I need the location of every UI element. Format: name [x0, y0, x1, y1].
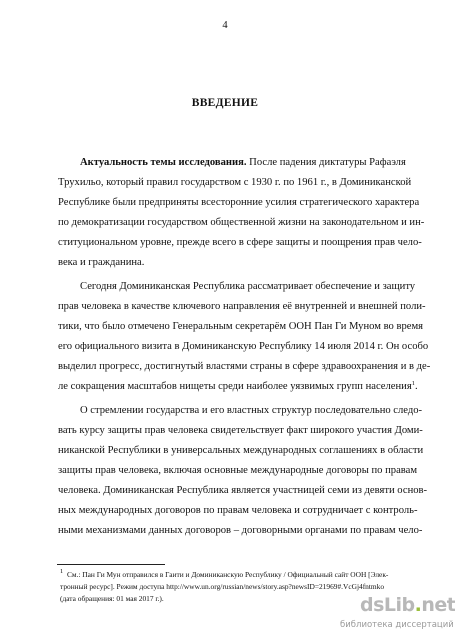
paragraph-3-line-3: никанской Республики в универсальных международных соглашениях в области — [58, 445, 424, 456]
paragraph-2-line-4: его официального визита в Доминиканскую Республику 14 июля 2014 г. Он особо — [58, 341, 429, 352]
page-number: 4 — [222, 20, 228, 31]
footnote-line-2: тронный ресурс]. Режим доступа http://www.un.org/russian/news/story.asp?newsID=21969#.VcGj4fntmko — [60, 582, 385, 591]
paragraph-3-line-4: защиты прав человека, включая основные международные договоры по правам — [58, 465, 418, 476]
footnote-reference: 1 — [411, 380, 415, 387]
footnote-mark: 1 — [60, 568, 64, 575]
paragraph-2-last-text: ле сокращения масштабов нищеты среди наиболее уязвимых групп населения — [58, 381, 412, 392]
paragraph-1-line-4: по демократизации государством общественной жизни на законодательном и ин- — [58, 217, 425, 228]
paragraph-3-line-6: ных международных договоров по правам человека и сотрудничает с контроль- — [58, 505, 418, 516]
footnote-divider — [57, 564, 165, 565]
paragraph-1-line-5: ституциональном уровне, прежде всего в сфере защиты и поощрения прав чело- — [58, 237, 422, 248]
paragraph-1-line-3: Республике были предприняты всесторонние усилия стратегического характера — [58, 197, 420, 208]
section-title: ВВЕДЕНИЕ — [191, 97, 259, 109]
paragraph-1-line-2: Трухильо, который правил государством с 1930 г. по 1961 г., в Доминиканской — [58, 177, 412, 188]
paragraph-2-line-6 — [58, 380, 418, 394]
paragraph-1-line-1 — [80, 156, 406, 170]
watermark-subtitle: библиотека диссертаций — [340, 620, 454, 630]
paragraph-3-line-5: человека. Доминиканская Республика является участницей семи из девяти основ- — [58, 485, 428, 496]
logo-main-text: dsLib — [360, 594, 415, 616]
paragraph-2-line-5: выделил прогресс, достигнутый властями страны в сфере здравоохранения и в де- — [58, 361, 431, 372]
footnote-text: См.: Пан Ги Мун отправился в Гаити и Доминиканскую Республику / Официальный сайт ООН [Элек- — [66, 570, 389, 579]
footnote-line-1 — [60, 568, 389, 580]
logo-dot: . — [414, 594, 422, 616]
logo-tld-text: net — [421, 594, 455, 616]
relevance-heading: Актуальность темы исследования. — [80, 157, 247, 168]
paragraph-3-line-1: О стремлении государства и его властных структур последовательно следо- — [80, 405, 423, 416]
paragraph-2-line-3: тики, что было отмечено Генеральным секретарём ООН Пан Ги Муном во время — [58, 321, 424, 332]
paragraph-2-line-1: Сегодня Доминиканская Республика рассматривает обеспечение и защиту — [80, 281, 416, 292]
footnote-line-3: (дата обращения: 01 мая 2017 г.). — [60, 594, 164, 603]
paragraph-1-text: После падения диктатуры Рафаэля — [246, 157, 406, 168]
dslib-logo — [360, 594, 455, 616]
dslib-watermark — [340, 594, 455, 634]
paragraph-1-line-6: века и гражданина. — [58, 257, 145, 268]
paragraph-2-line-2: прав человека в качестве ключевого направления её внутренней и внешней поли- — [58, 301, 426, 312]
paragraph-3-line-7: ными механизмами данных договоров – договорными органами по правам чело- — [58, 525, 423, 536]
paragraph-2-period: . — [414, 381, 418, 392]
paragraph-3-line-2: вать курсу защиты прав человека свидетельствует факт широкого участия Доми- — [58, 425, 423, 436]
